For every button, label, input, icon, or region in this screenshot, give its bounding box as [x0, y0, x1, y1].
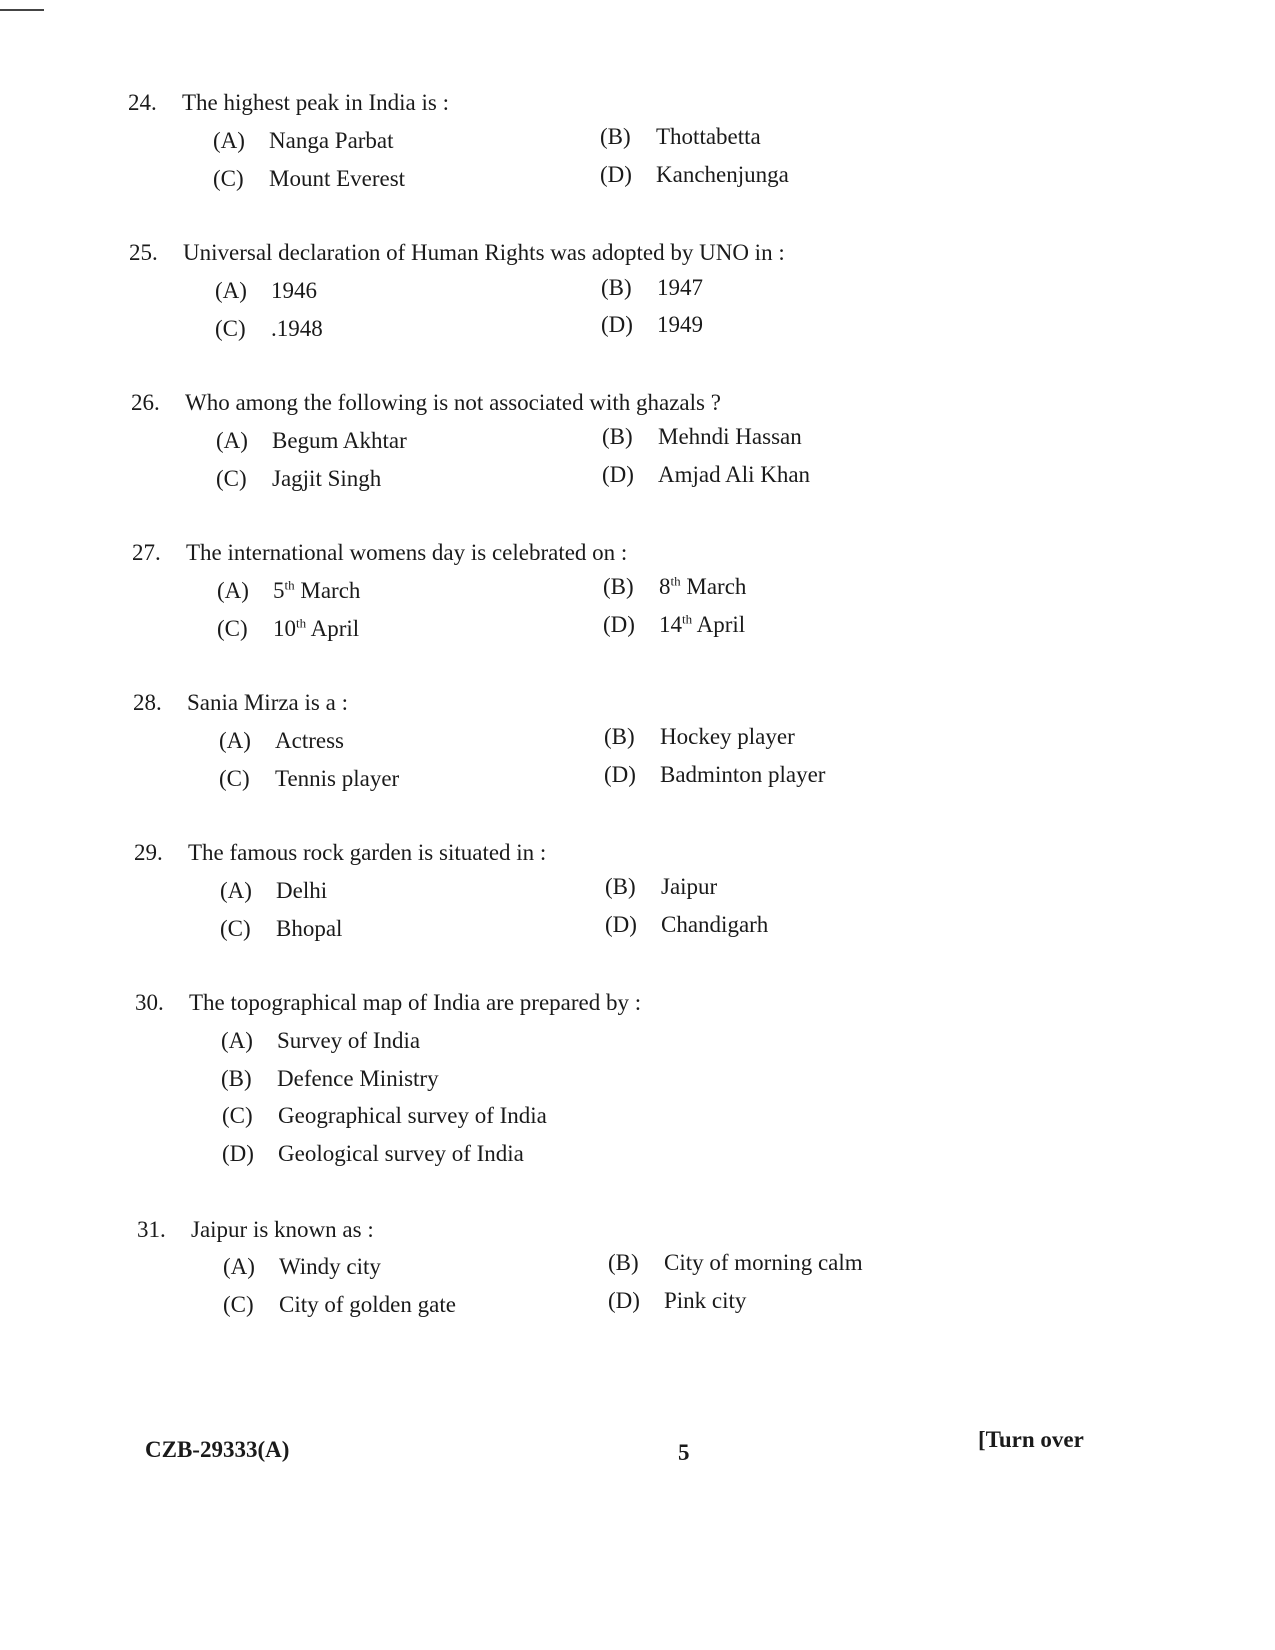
option-text: Geological survey of India [278, 1141, 524, 1166]
option-text: 8th March [659, 573, 747, 599]
option-text: Begum Akhtar [272, 428, 407, 453]
option-text: 1947 [657, 275, 703, 300]
corner-mark [0, 9, 44, 11]
option-text: .1948 [271, 316, 323, 341]
option-letter: (D) [605, 912, 637, 937]
question-number: 30. [135, 990, 164, 1015]
option-letter: (B) [221, 1066, 252, 1091]
paper-code: CZB-29333(A) [145, 1437, 290, 1462]
option-letter: (A) [215, 278, 247, 303]
question-number: 31. [137, 1217, 166, 1242]
question-text: Jaipur is known as : [191, 1217, 374, 1242]
option-letter: (C) [215, 316, 246, 341]
option-letter: (B) [600, 124, 631, 149]
option-text: 10th April [273, 615, 360, 641]
option-letter: (B) [601, 275, 632, 300]
turn-over-note: [Turn over [978, 1427, 1084, 1452]
option-letter: (B) [604, 724, 635, 749]
option-letter: (D) [601, 312, 633, 337]
option-letter: (A) [221, 1028, 253, 1053]
option-text: Kanchenjunga [656, 162, 789, 187]
option-letter: (A) [219, 728, 251, 753]
option-text: Jaipur [661, 874, 718, 899]
question-number: 29. [134, 840, 163, 865]
option-text: Chandigarh [661, 912, 769, 937]
option-text: 14th April [659, 611, 746, 637]
option-letter: (D) [222, 1141, 254, 1166]
option-letter: (D) [602, 462, 634, 487]
page-number: 5 [678, 1440, 690, 1465]
option-text: City of golden gate [279, 1292, 456, 1317]
option-letter: (A) [216, 428, 248, 453]
option-text: 1946 [271, 278, 317, 303]
option-text: Amjad Ali Khan [658, 462, 811, 487]
question-number: 28. [133, 690, 162, 715]
option-letter: (C) [213, 166, 244, 191]
option-text: Thottabetta [656, 124, 761, 149]
option-letter: (C) [219, 766, 250, 791]
option-letter: (D) [603, 612, 635, 637]
option-text: Windy city [279, 1254, 381, 1279]
question-text: Who among the following is not associated with ghazals ? [185, 390, 721, 415]
question-number: 24. [128, 90, 157, 115]
option-letter: (C) [217, 616, 248, 641]
option-text: Nanga Parbat [269, 128, 394, 153]
option-letter: (A) [223, 1254, 255, 1279]
option-text: Delhi [276, 878, 328, 903]
question-number: 26. [131, 390, 160, 415]
option-text: Tennis player [275, 766, 400, 791]
option-letter: (C) [220, 916, 251, 941]
option-text: Jagjit Singh [272, 466, 382, 491]
question-number: 27. [132, 540, 161, 565]
question-text: Universal declaration of Human Rights was adopted by UNO in : [183, 240, 785, 265]
option-letter: (B) [602, 424, 633, 449]
option-text: 5th March [273, 577, 361, 603]
option-letter: (A) [217, 578, 249, 603]
option-text: Bhopal [276, 916, 343, 941]
question-text: The international womens day is celebrated on : [186, 540, 628, 565]
option-text: Hockey player [660, 724, 795, 749]
option-letter: (C) [216, 466, 247, 491]
option-letter: (B) [603, 574, 634, 599]
option-letter: (C) [223, 1292, 254, 1317]
question-text: The famous rock garden is situated in : [188, 840, 547, 865]
option-letter: (D) [600, 162, 632, 187]
option-letter: (D) [604, 762, 636, 787]
question-number: 25. [129, 240, 158, 265]
option-letter: (A) [213, 128, 245, 153]
option-letter: (A) [220, 878, 252, 903]
question-text: The topographical map of India are prepared by : [189, 990, 642, 1015]
option-text: City of morning calm [664, 1250, 863, 1275]
option-text: Mount Everest [269, 166, 406, 191]
option-text: Badminton player [660, 762, 826, 787]
option-text: Pink city [664, 1288, 747, 1313]
option-letter: (C) [222, 1103, 253, 1128]
question-text: Sania Mirza is a : [187, 690, 348, 715]
option-text: Survey of India [277, 1028, 421, 1053]
question-text: The highest peak in India is : [182, 90, 449, 115]
option-text: 1949 [657, 312, 703, 337]
option-letter: (B) [605, 874, 636, 899]
option-text: Defence Ministry [277, 1066, 439, 1091]
option-text: Actress [275, 728, 344, 753]
option-text: Geographical survey of India [278, 1103, 547, 1128]
option-letter: (D) [608, 1288, 640, 1313]
option-letter: (B) [608, 1250, 639, 1275]
option-text: Mehndi Hassan [658, 424, 802, 449]
